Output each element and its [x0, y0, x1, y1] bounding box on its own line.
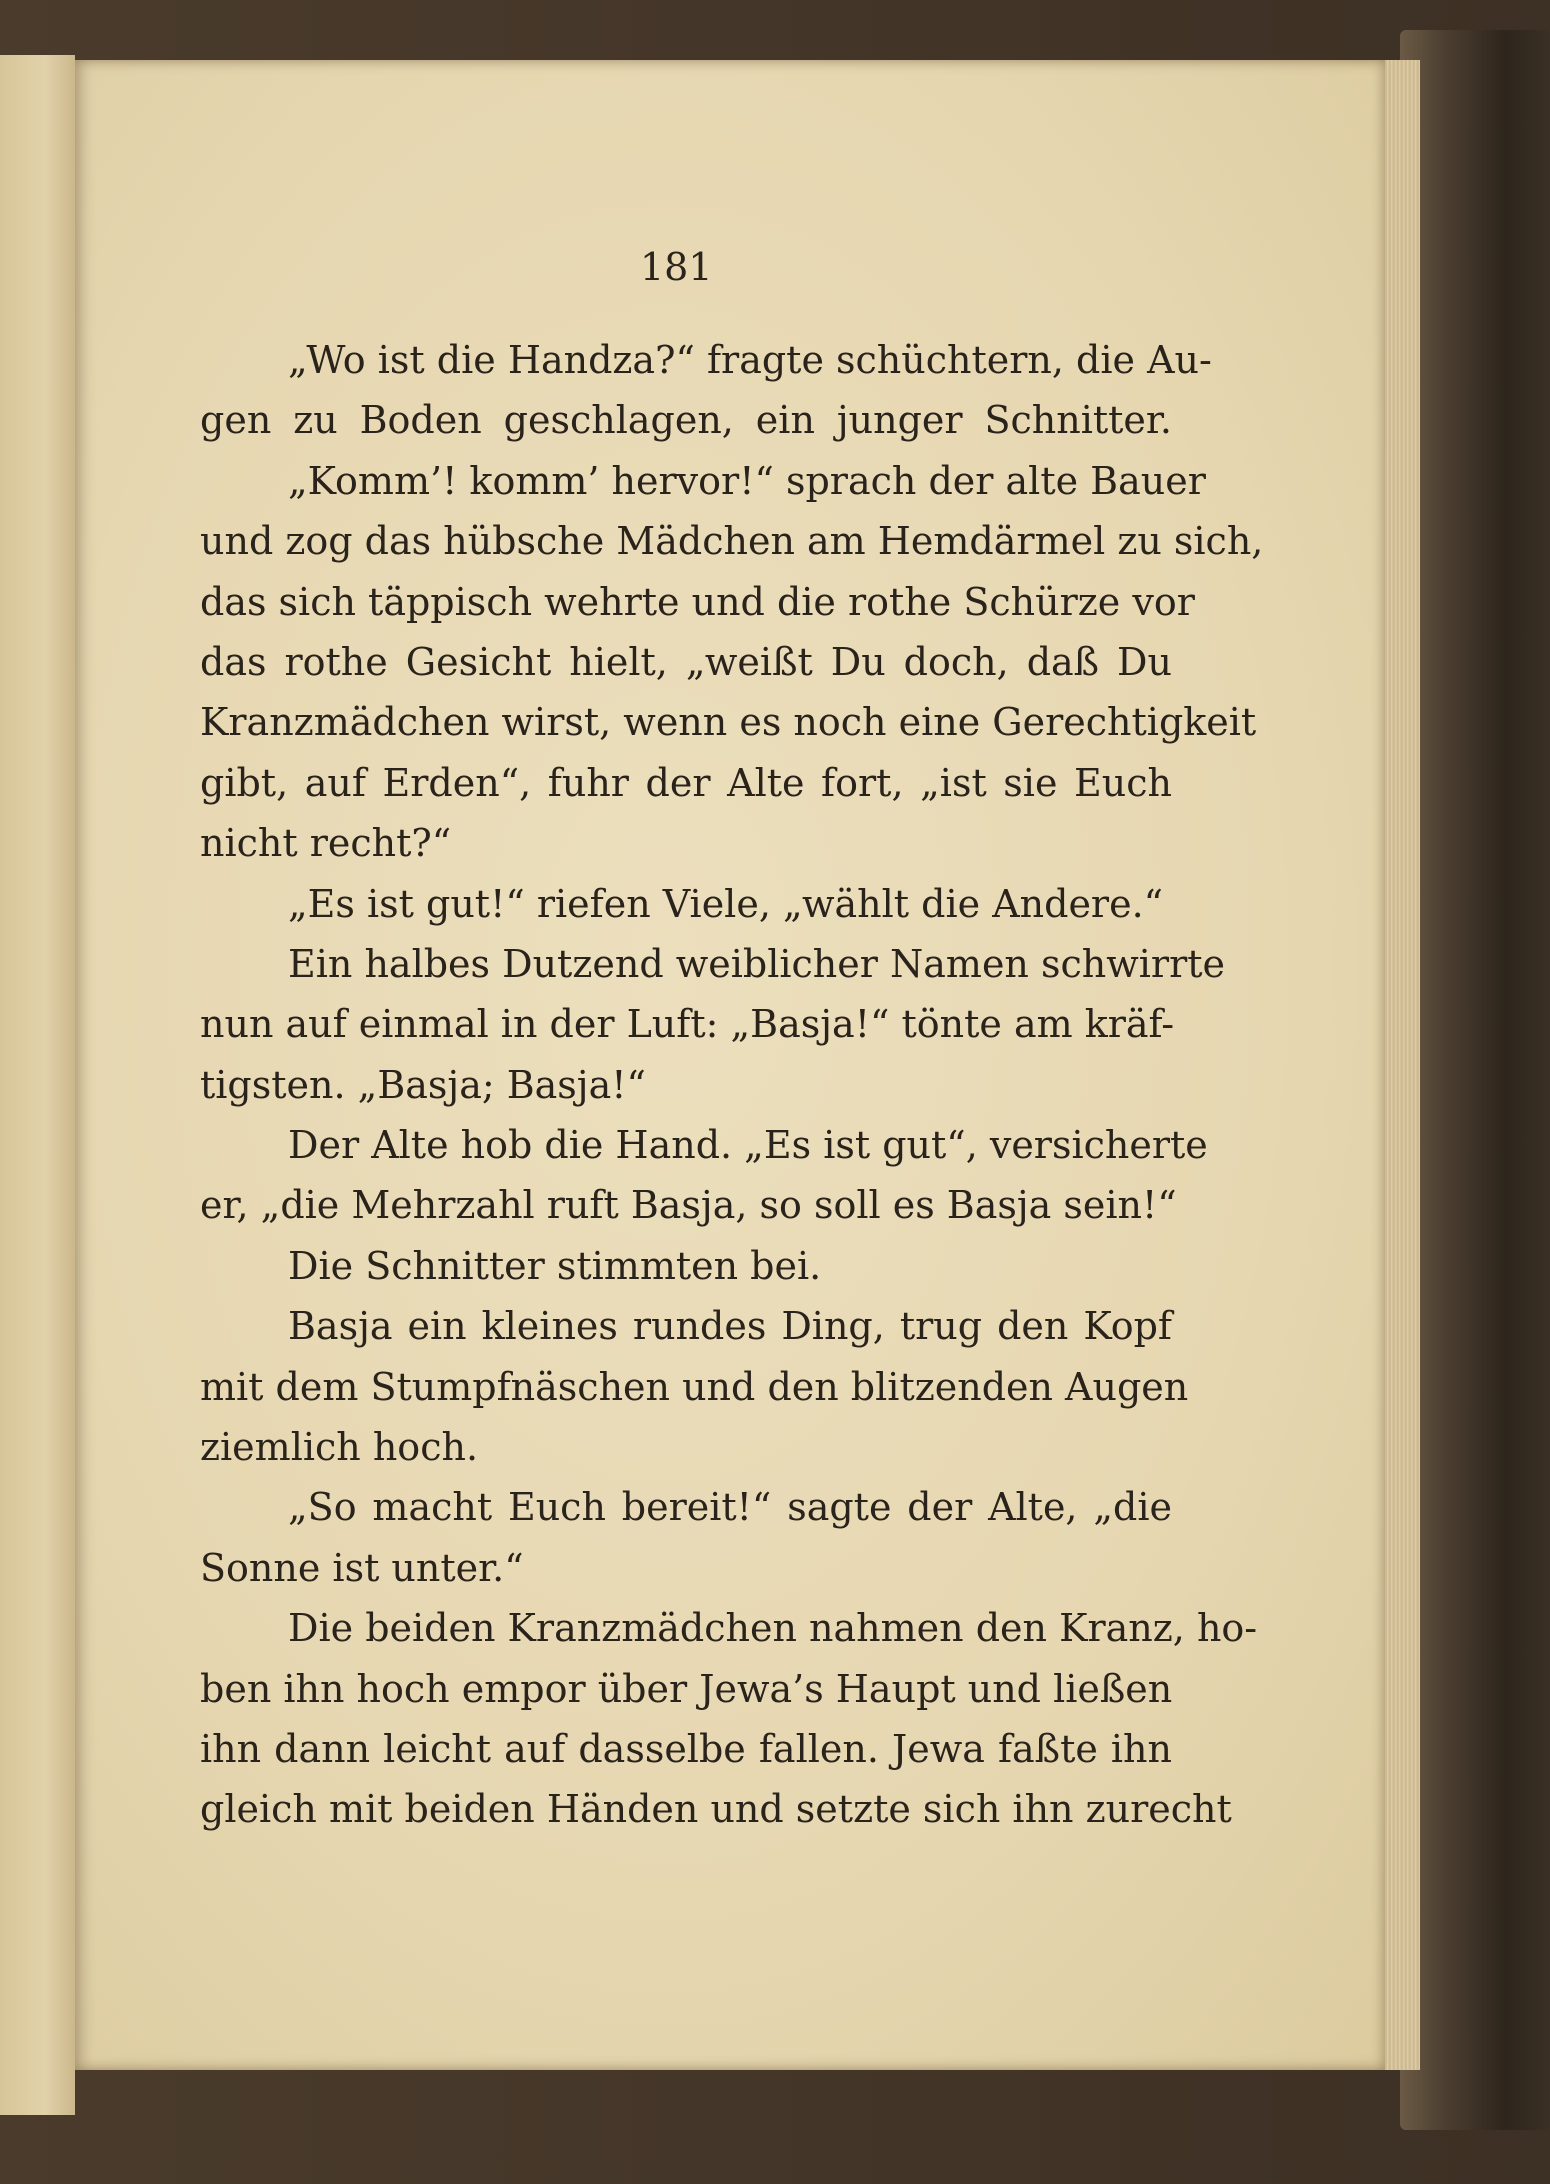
text-line: „Es ist gut!“ riefen Viele, „wählt die Andere.“ — [288, 881, 1164, 926]
text-line: nun auf einmal in der Luft: „Basja!“ tönte am kräf- — [200, 1002, 1175, 1047]
text-line: Sonne ist unter.“ — [200, 1545, 524, 1590]
adjacent-page-edge — [0, 55, 75, 2115]
text-line: mit dem Stumpfnäschen und den blitzenden Augen — [200, 1364, 1189, 1409]
body-text — [200, 330, 1264, 1840]
text-line: Die beiden Kranzmädchen nahmen den Kranz, ho- — [288, 1606, 1258, 1651]
text-line: gibt, auf Erden“, fuhr der Alte fort, „ist sie Euch — [200, 760, 1172, 805]
text-line: Kranzmädchen wirst, wenn es noch eine Gerechtigkeit — [200, 700, 1257, 745]
text-line: gleich mit beiden Händen und setzte sich ihn zurecht — [200, 1787, 1232, 1832]
text-line: ben ihn hoch empor über Jewa’s Haupt und ließen — [200, 1666, 1173, 1711]
text-line: Ein halbes Dutzend weiblicher Namen schwirrte — [288, 941, 1226, 986]
text-line: „So macht Euch bereit!“ sagte der Alte, „die — [288, 1485, 1172, 1530]
text-line: „Komm’! komm’ hervor!“ sprach der alte Bauer — [288, 458, 1206, 503]
text-line: Basja ein kleines rundes Ding, trug den Kopf — [288, 1304, 1172, 1349]
text-line: ihn dann leicht auf dasselbe fallen. Jewa faßte ihn — [200, 1726, 1172, 1771]
text-line: nicht recht?“ — [200, 821, 452, 866]
text-line: „Wo ist die Handza?“ fragte schüchtern, die Au- — [288, 338, 1212, 382]
text-line: das sich täppisch wehrte und die rothe Schürze vor — [200, 579, 1195, 624]
text-line: das rothe Gesicht hielt, „weißt Du doch, daß Du — [200, 639, 1172, 684]
page-edges — [1380, 60, 1420, 2070]
text-line: er, „die Mehrzahl ruft Basja, so soll es Basja sein!“ — [200, 1183, 1177, 1228]
text-line: gen zu Boden geschlagen, ein junger Schnitter. — [200, 398, 1172, 443]
page-number: 181 — [640, 245, 713, 289]
book-cover-edge — [1400, 30, 1550, 2130]
text-line: tigsten. „Basja; Basja!“ — [200, 1062, 646, 1107]
text-line: Die Schnitter stimmten bei. — [288, 1243, 822, 1288]
text-line: Der Alte hob die Hand. „Es ist gut“, versicherte — [288, 1123, 1208, 1168]
text-line: und zog das hübsche Mädchen am Hemdärmel zu sich, — [200, 519, 1264, 564]
text-line: ziemlich hoch. — [200, 1425, 479, 1470]
